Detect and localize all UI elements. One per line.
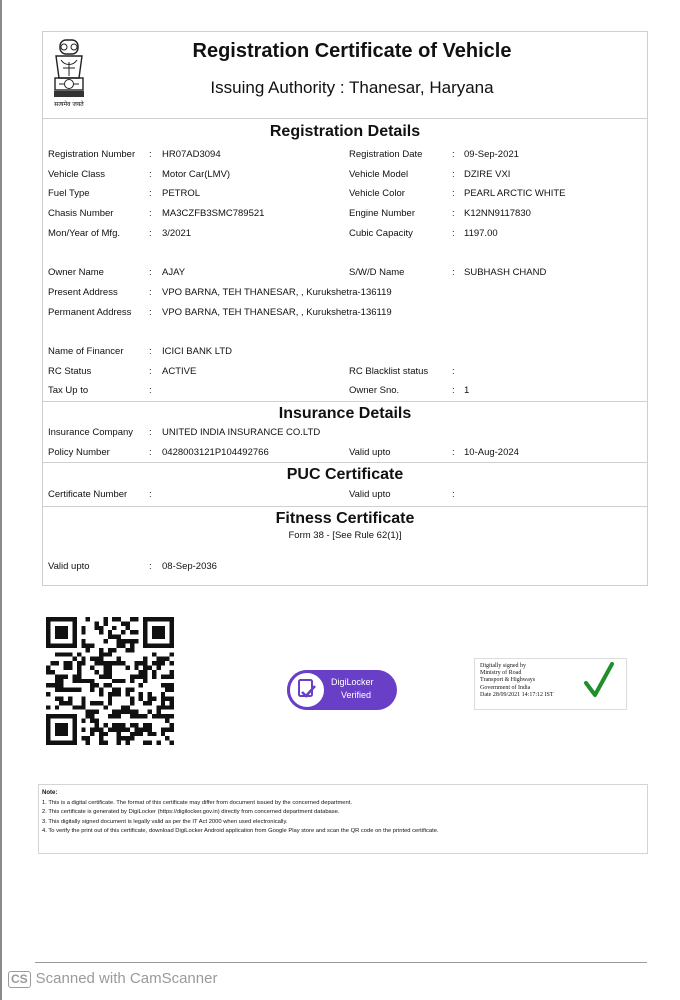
field-label: Tax Up to <box>48 385 89 397</box>
field-label: Permanent Address <box>48 306 132 318</box>
field-label: Vehicle Model <box>349 168 409 180</box>
field-label: Vehicle Class <box>48 168 106 180</box>
field-value: 1197.00 <box>464 227 498 239</box>
field-label: RC Status <box>48 365 92 377</box>
qr-finder-pattern <box>46 617 77 648</box>
note-item: 3. This digitally signed document is legally valid as per the IT Act 2000 when used electronically. <box>42 818 288 825</box>
separator: : <box>149 446 152 458</box>
separator: : <box>452 385 455 397</box>
field-label: Owner Sno. <box>349 385 400 397</box>
field-label: Cubic Capacity <box>349 227 413 239</box>
signature-text <box>480 663 554 699</box>
note-item: 1. This is a digital certificate. The format of this certificate may differ from document issued by the concerned department. <box>42 799 352 806</box>
field-label: Insurance Company <box>48 426 134 438</box>
field-value: UNITED INDIA INSURANCE CO.LTD <box>162 426 321 438</box>
scanner-watermark <box>8 970 217 988</box>
watermark-text: Scanned with CamScanner <box>35 970 218 987</box>
detail-row <box>43 283 647 303</box>
separator: : <box>149 286 152 298</box>
field-label: Valid upto <box>349 446 391 458</box>
puc-section <box>43 466 647 507</box>
separator: : <box>149 306 152 318</box>
field-label: Mon/Year of Mfg. <box>48 227 120 239</box>
detail-row <box>43 165 647 185</box>
detail-row <box>43 362 647 382</box>
field-value: SUBHASH CHAND <box>464 267 547 279</box>
field-value: AJAY <box>162 267 186 279</box>
field-label: Registration Date <box>349 149 423 160</box>
field-value: VPO BARNA, TEH THANESAR, , Kurukshetra-136119 <box>162 286 392 298</box>
field-label: Registration Number <box>48 149 136 160</box>
separator: : <box>149 345 152 357</box>
note-item: 4. To verify the print out of this certificate, download DigiLocker Android application from Google Play store and scan the QR code on the printed certificate. <box>42 828 439 834</box>
digital-signature-box <box>474 658 627 710</box>
detail-row <box>43 263 647 283</box>
field-label: Chasis Number <box>48 208 114 220</box>
separator: : <box>452 365 455 377</box>
field-label: Owner Name <box>48 267 104 279</box>
separator: : <box>452 168 455 180</box>
detail-row <box>43 204 647 224</box>
camscanner-logo-icon: CS <box>8 971 31 988</box>
qr-finder-pattern <box>46 714 77 745</box>
separator: : <box>149 208 152 220</box>
signature-line: Date 28/09/2021 14:17:12 IST <box>480 691 554 698</box>
page-edge <box>0 0 2 1000</box>
signature-line: Ministry of Road <box>480 670 522 677</box>
field-value: ACTIVE <box>162 365 197 377</box>
detail-row <box>43 443 647 463</box>
registration-section <box>43 123 647 402</box>
field-label: Policy Number <box>48 446 110 458</box>
qr-code <box>46 617 174 745</box>
field-label: Fuel Type <box>48 188 90 200</box>
detail-row <box>43 423 647 443</box>
field-label: Valid upto <box>349 489 391 501</box>
field-value: PEARL ARCTIC WHITE <box>464 188 566 200</box>
footer-divider <box>35 962 647 963</box>
field-value: ICICI BANK LTD <box>162 345 233 357</box>
field-value: 09-Sep-2021 <box>464 149 519 160</box>
field-label: Engine Number <box>349 208 416 220</box>
insurance-section <box>43 405 647 463</box>
detail-row <box>43 303 647 323</box>
certificate-header <box>43 32 647 119</box>
field-value: 0428003121P104492766 <box>162 446 269 458</box>
detail-row <box>43 184 647 204</box>
separator: : <box>149 267 152 279</box>
verified-label: Verified <box>341 690 372 700</box>
section-title: Registration Details <box>269 123 421 140</box>
separator: : <box>149 561 152 573</box>
issuing-authority: Issuing Authority : Thanesar, Haryana <box>210 78 494 97</box>
check-mark-icon <box>583 661 615 701</box>
signature-line: Government of India <box>480 684 531 691</box>
signature-line: Transport & Highways <box>480 677 536 684</box>
separator: : <box>452 446 455 458</box>
field-value: K12NN9117830 <box>464 208 531 220</box>
field-label: RC Blacklist status <box>349 365 429 377</box>
field-value: 1 <box>464 385 470 397</box>
certificate <box>42 31 648 586</box>
separator: : <box>149 385 152 397</box>
signature-line: Digitally signed by <box>480 663 526 669</box>
digilocker-verified-badge <box>287 670 397 710</box>
digilocker-label: DigiLocker <box>331 677 374 687</box>
separator: : <box>149 489 152 501</box>
separator: : <box>149 149 152 160</box>
detail-row <box>43 145 647 165</box>
field-value: PETROL <box>162 188 201 200</box>
field-value: 08-Sep-2036 <box>162 561 217 573</box>
field-label: Name of Financer <box>48 345 124 357</box>
note-title: Note: <box>42 790 58 796</box>
field-label: Vehicle Color <box>349 188 405 200</box>
page-title: Registration Certificate of Vehicle <box>192 40 512 62</box>
field-value: 10-Aug-2024 <box>464 446 519 458</box>
section-title: Fitness Certificate <box>275 510 415 528</box>
detail-row <box>43 224 647 244</box>
separator: : <box>149 188 152 200</box>
separator: : <box>149 227 152 239</box>
field-label: S/W/D Name <box>349 267 405 279</box>
separator: : <box>452 188 455 200</box>
separator: : <box>452 267 455 279</box>
qr-finder-pattern <box>143 617 174 648</box>
detail-row <box>43 342 647 362</box>
separator: : <box>149 365 152 377</box>
field-value: MA3CZFB3SMC789521 <box>162 208 265 220</box>
field-value: DZIRE VXI <box>464 168 511 180</box>
section-title: PUC Certificate <box>286 466 404 484</box>
separator: : <box>149 168 152 180</box>
field-label: Certificate Number <box>48 489 128 501</box>
detail-row <box>43 381 647 401</box>
field-value: 3/2021 <box>162 227 192 239</box>
fitness-section <box>43 510 647 577</box>
field-value: VPO BARNA, TEH THANESAR, , Kurukshetra-136119 <box>162 306 392 318</box>
notes-box <box>38 784 648 854</box>
field-value: Motor Car(LMV) <box>162 168 231 180</box>
separator: : <box>149 426 152 438</box>
separator: : <box>452 208 455 220</box>
digilocker-logo-icon <box>287 670 327 710</box>
separator: : <box>452 489 455 501</box>
separator: : <box>452 149 455 160</box>
field-label: Present Address <box>48 286 118 298</box>
form-reference: Form 38 - [See Rule 62(1)] <box>288 530 402 542</box>
section-title: Insurance Details <box>278 404 412 422</box>
registration-rows <box>43 145 647 401</box>
note-item: 2. This certificate is generated by DigiLocker (https://digilocker.gov.in) directly from concerned department database. <box>42 809 340 815</box>
field-label: Valid upto <box>48 561 90 573</box>
detail-row <box>43 557 647 577</box>
detail-row <box>43 484 647 506</box>
field-value: HR07AD3094 <box>162 149 221 160</box>
emblem-caption: सत्यमेव जयते <box>54 101 84 108</box>
separator: : <box>452 227 455 239</box>
